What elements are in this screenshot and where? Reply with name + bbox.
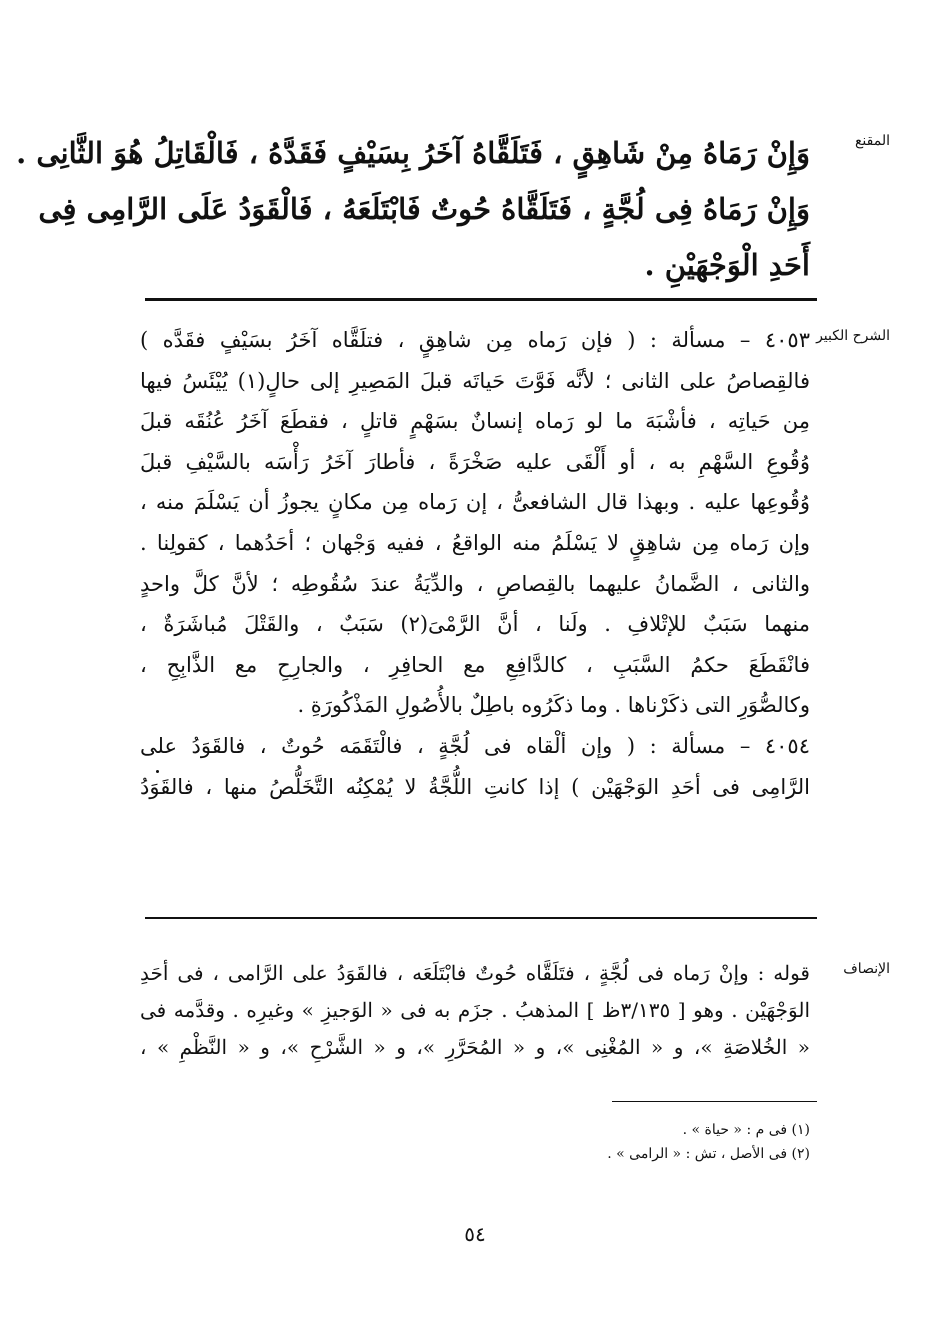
sharh-line: وإن رَماه مِن شاهِقٍ لا يَسْلَمُ منه الواقعُ ، ففيه وَجْهان ؛ أحَدُهما ، كقولِنا . <box>140 530 810 555</box>
footnotes <box>140 1118 810 1166</box>
muqni-text <box>16 125 810 293</box>
muqni-line: وَإِنْ رَمَاهُ مِنْ شَاهِقٍ ، فَتَلَقَّاهُ آخَرُ بِسَيْفٍ فَقَدَّهُ ، فَالْقَاتِلُ هُوَ الثَّانِى . <box>16 136 810 170</box>
sharh-line: ٤٠٥٤ – مسألة : ( وإن ألْقاه فى لُجَّةٍ ، فالْتَقَمَه حُوتٌ ، فالقَوَدُ على <box>140 733 810 758</box>
sharh-line: مِن حَياتِه ، فأشْبَهَ ما لو رَماه إنسانٌ بسَهْمٍ قاتلٍ ، فقطَعَ آخَرُ عُنُقَه قبلَ <box>140 409 810 434</box>
sharh-label: الشرح الكبير <box>816 328 890 344</box>
insaf-line: الوَجْهَيْن . وهو [ ٣/١٣٥ظ ] المذهبُ . جزَم به فى « الوَجيزِ » وغيرِه . وقدَّمه فى <box>140 998 811 1022</box>
sharh-text <box>140 320 810 807</box>
insaf-line: « الخُلاصَةِ »، و « المُغْنِى »، و « المُحَرَّرِ »، و « الشَّرْحِ »، و « النَّظْمِ » ، <box>140 1035 810 1059</box>
sharh-line: الرَّامِى فى أحَدِ الوَجْهَيْن ) إذا كانتِ اللُّجَّةُ لا يُمْكِنُه التَّخَلُّصُ منها ، فالقَوَدُ <box>140 774 810 799</box>
sharh-line: منهما سَبَبٌ للإتْلافِ . ولَنا ، أنَّ الرَّمْىَ(٢) سَبَبٌ ، والقَتْلَ مُباشَرَةٌ ، <box>140 612 811 637</box>
sharh-line: فانْقَطَعَ حكمُ السَّبَبِ ، كالدَّافِعِ مع الحافِرِ ، والجارِحِ مع الذَّابِحِ ، <box>140 652 810 677</box>
insaf-label: الإنصاف <box>843 961 890 977</box>
footnote: (١) فى م : « حياة » . <box>682 1122 810 1138</box>
section-divider <box>145 298 817 301</box>
insaf-line: قوله : وإنْ رَماه فى لُجَّةٍ ، فتَلَقَّاه حُوتٌ فابْتَلَعَه ، فالقَوَدُ على الرَّامى ، فى أحَدِ <box>140 961 810 985</box>
footnote: (٢) فى الأصل ، تش : « الرامى » . <box>607 1146 810 1162</box>
muqni-line: وَإِنْ رَمَاهُ فِى لُجَّةٍ ، فَتَلَقَّاهُ حُوتٌ فَابْتَلَعَهُ ، فَالْقَوَدُ عَلَى الرَّامِى فِى <box>38 192 810 226</box>
section-divider <box>145 917 817 919</box>
page-number: ٥٤ <box>464 1222 486 1246</box>
sharh-line: وُقُوعِ السَّهْمِ به ، أو أَلْقَى عليه صَخْرَةً ، فأطارَ آخَرُ رَأْسَه بالسَّيْفِ قبلَ <box>140 449 810 474</box>
sharh-line: وكالصُّوَرِ التى ذكَرْناها . وما ذكَرُوه باطِلٌ بالأُصُولِ المَذْكُورَةِ . <box>297 693 810 718</box>
muqni-label: المقنع <box>854 133 890 149</box>
muqni-line: أَحَدِ الْوَجْهَيْنِ . <box>644 248 810 282</box>
margin-dot <box>156 770 159 773</box>
sharh-line: فالقِصاصُ على الثانى ؛ لأنَّه فَوَّتَ حَياتَه قبلَ المَصِيرِ إلى حالٍ(١) يُيْئَسُ فيها <box>140 368 810 393</box>
insaf-text <box>140 955 810 1066</box>
sharh-line: والثانى ، الضَّمانُ عليهما بالقِصاصِ ، والدِّيَةُ عندَ سُقُوطِه ؛ لأنَّ كلَّ واحدٍ <box>140 571 810 596</box>
sharh-line: وُقُوعِها عليه . وبهذا قال الشافعىُّ ، إن رَماه مِن مكانٍ يجوزُ أن يَسْلَمَ منه ، <box>140 490 810 515</box>
sharh-line: ٤٠٥٣ – مسألة : ( فإن رَماه مِن شاهِقٍ ، فتلَقَّاه آخَرُ بسَيْفٍ فقَدَّه ) <box>140 328 810 352</box>
footnote-divider <box>612 1101 817 1102</box>
